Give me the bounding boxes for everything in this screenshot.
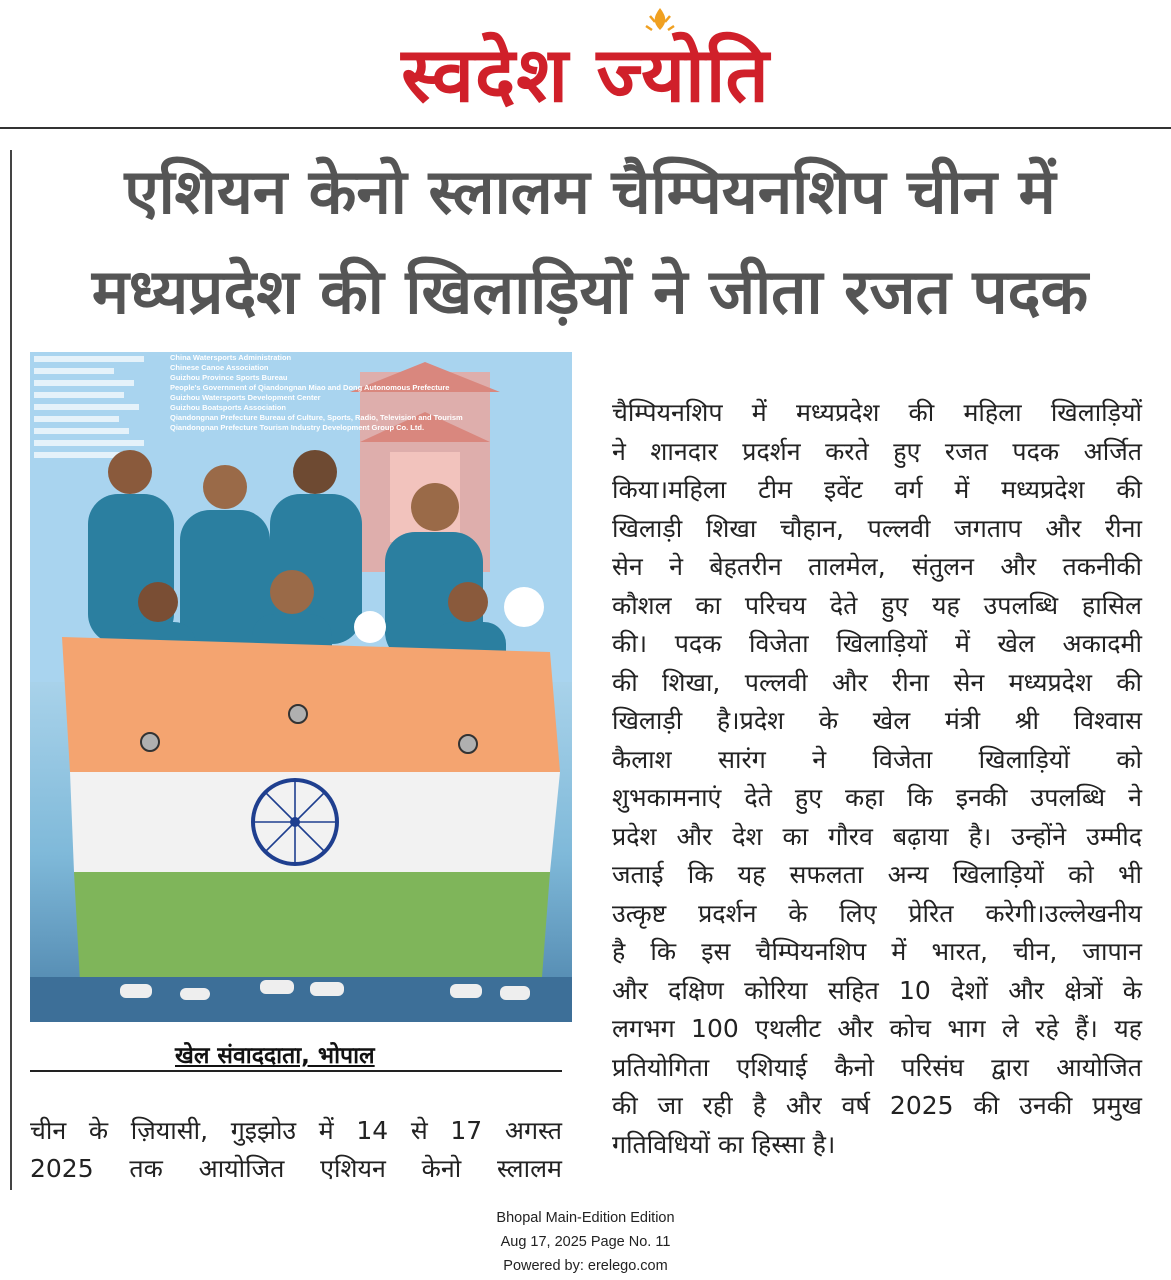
- banner-line: Qiandongnan Prefecture Bureau of Culture, Sports, Radio, Television and Tourism: [170, 413, 463, 422]
- text-line: गतिविधियों का हिस्सा है।: [612, 1129, 836, 1159]
- text-line: की शिखा, पल्लवी और रीना सेन मध्यप्रदेश की: [612, 667, 1142, 697]
- text-line: प्रदेश और देश का गौरव बढ़ाया है। उन्होंने उम्मीद: [612, 821, 1142, 851]
- text-line: 2025 तक आयोजित एशियन केनो स्लालम: [30, 1154, 562, 1183]
- byline: खेल संवाददाता, भोपाल: [175, 1043, 375, 1069]
- headline-line-1: एशियन केनो स्लालम चैम्पियनशिप चीन में: [124, 155, 1056, 228]
- text-line: शुभकामनाएं देते हुए कहा कि इनकी उपलब्धि ने: [612, 783, 1142, 812]
- banner-line: China Watersports Administration: [170, 353, 292, 362]
- text-line: जताई कि यह सफलता अन्य खिलाड़ियों को भी: [612, 860, 1142, 889]
- banner-line: Guizhou Province Sports Bureau: [170, 373, 288, 382]
- banner-line: Guizhou Watersports Development Center: [170, 393, 321, 402]
- headline-line-2: मध्यप्रदेश की खिलाड़ियों ने जीता रजत पदक: [91, 255, 1089, 328]
- team-photo-illustration: [30, 352, 572, 1022]
- text-line: की। पदक विजेता खिलाड़ियों में खेल अकादमी: [612, 629, 1142, 658]
- text-line: कौशल का परिचय देते हुए यह उपलब्धि हासिल: [612, 590, 1142, 620]
- indian-flag: [62, 637, 560, 982]
- banner-line: Chinese Canoe Association: [170, 363, 269, 372]
- text-line: खिलाड़ी है।प्रदेश के खेल मंत्री श्री विश्वास: [612, 706, 1142, 735]
- right-column: [612, 394, 1142, 1164]
- text-line: चैम्पियनशिप में मध्यप्रदेश की महिला खिलाड़ियों: [612, 398, 1142, 427]
- footer-date-page: Aug 17, 2025 Page No. 11: [500, 1234, 671, 1250]
- byline-rule: [30, 1036, 562, 1072]
- text-line: है कि इस चैम्पियनशिप में भारत, चीन, जापान: [612, 937, 1142, 966]
- text-line: लगभग 100 एथलीट और कोच भाग ले रहे हैं। यह: [612, 1014, 1142, 1043]
- team-photo: [30, 352, 572, 1022]
- banner-line: Guizhou Boatsports Association: [170, 403, 286, 412]
- text-line: उत्कृष्ट प्रदर्शन के लिए प्रेरित करेगी।उल्लेखनीय: [612, 898, 1142, 928]
- text-line: चीन के ज़ियासी, गुइझोउ में 14 से 17 अगस्त: [30, 1116, 562, 1145]
- footer: [0, 1206, 1171, 1278]
- footer-powered-by: Powered by: erelego.com: [503, 1258, 668, 1274]
- banner-line: Qiandongnan Prefecture Tourism Industry Development Group Co. Ltd.: [170, 423, 425, 432]
- text-line: खिलाड़ी शिखा चौहान, पल्लवी जगताप और रीना: [612, 513, 1142, 543]
- masthead-rule: [0, 127, 1171, 129]
- text-line: और दक्षिण कोरिया सहित 10 देशों और क्षेत्रों के: [612, 975, 1142, 1005]
- text-line: की जा रही है और वर्ष 2025 की उनकी प्रमुख: [612, 1091, 1142, 1120]
- text-line: कैलाश सारंग ने विजेता खिलाड़ियों को: [612, 744, 1142, 774]
- masthead: [0, 0, 1171, 128]
- text-line: प्रतियोगिता एशियाई कैनो परिसंघ द्वारा आयोजित: [612, 1052, 1142, 1082]
- left-column: [30, 1112, 562, 1188]
- footer-edition: Bhopal Main-Edition Edition: [496, 1210, 675, 1226]
- banner-line: People's Government of Qiandongnan Miao and Dong Autonomous Prefecture: [170, 383, 450, 392]
- masthead-title: स्वदेश ज्योति: [401, 30, 770, 119]
- column-rule: [10, 150, 12, 1190]
- text-line: सेन ने बेहतरीन तालमेल, संतुलन और तकनीकी: [612, 552, 1142, 581]
- text-line: ने शानदार प्रदर्शन करते हुए रजत पदक अर्जित: [612, 436, 1142, 466]
- text-line: किया।महिला टीम इवेंट वर्ग में मध्यप्रदेश की: [612, 475, 1142, 504]
